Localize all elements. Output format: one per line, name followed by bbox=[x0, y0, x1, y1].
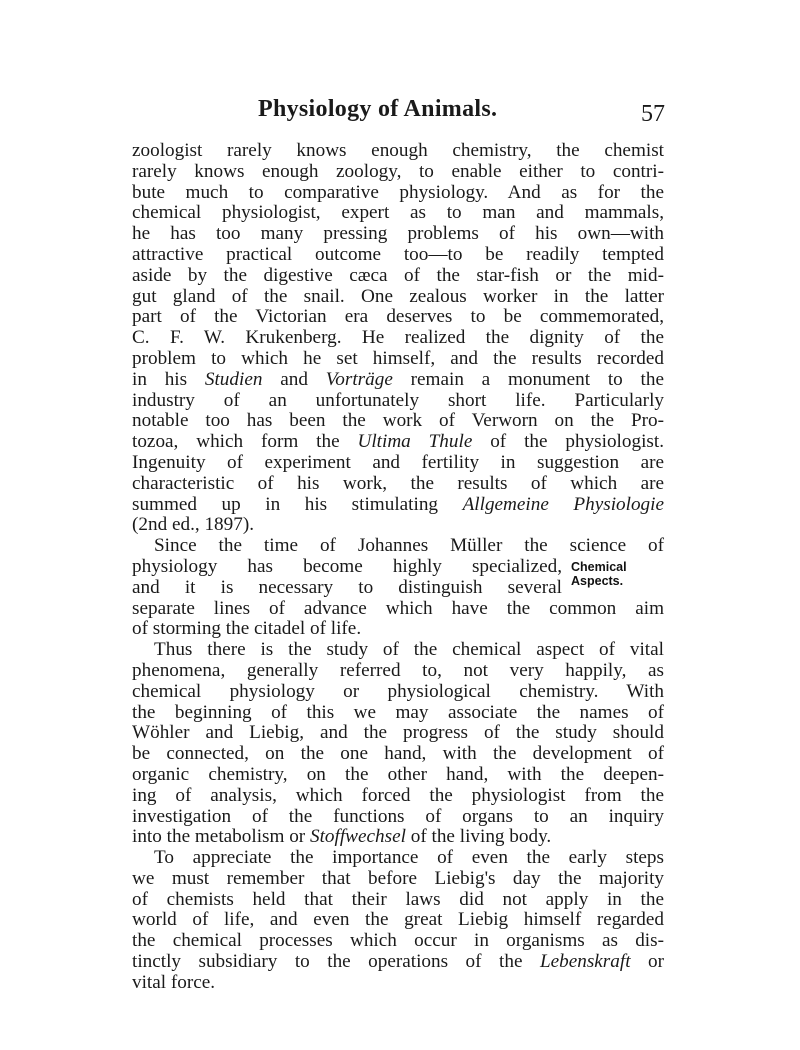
text-segment: summed up in his stimulating bbox=[132, 493, 463, 515]
text-line bbox=[132, 203, 664, 224]
text-line bbox=[132, 703, 664, 724]
text-segment: chemical physiology or physiological chemistry. With bbox=[132, 680, 664, 702]
text-segment: ing of analysis, which forced the physiologist from the bbox=[132, 784, 664, 806]
text-line bbox=[132, 599, 664, 620]
text-line bbox=[132, 910, 664, 931]
italic-text: Studien bbox=[204, 368, 263, 390]
text-line bbox=[132, 807, 664, 828]
running-head: Physiology of Animals. bbox=[258, 96, 498, 122]
text-segment: Since the time of Johannes Müller the science of bbox=[154, 535, 664, 557]
text-line bbox=[132, 973, 664, 994]
text-line bbox=[132, 557, 562, 578]
text-line bbox=[132, 162, 664, 183]
text-line bbox=[132, 578, 562, 599]
text-segment: into the metabolism or bbox=[132, 826, 310, 848]
text-line bbox=[132, 765, 664, 786]
text-segment: or bbox=[630, 951, 665, 973]
text-segment: world of life, and even the great Liebig himself regarded bbox=[132, 909, 664, 931]
text-segment: be connected, on the one hand, with the development of bbox=[132, 743, 664, 765]
text-segment: of storming the citadel of life. bbox=[132, 618, 362, 640]
text-line bbox=[132, 266, 664, 287]
text-segment: (2nd ed., 1897). bbox=[132, 514, 255, 536]
text-segment: of chemists held that their laws did not apply in the bbox=[132, 888, 664, 910]
text-line bbox=[132, 827, 664, 848]
text-segment: Thus there is the study of the chemical aspect of vital bbox=[154, 639, 664, 661]
text-segment: of the physiologist. bbox=[472, 431, 664, 453]
text-line bbox=[132, 536, 664, 557]
text-line bbox=[132, 515, 664, 536]
text-segment: bute much to comparative physiology. And as for the bbox=[132, 181, 664, 203]
text-line bbox=[132, 453, 664, 474]
text-line bbox=[132, 328, 664, 349]
text-line bbox=[132, 619, 664, 640]
text-line bbox=[132, 245, 664, 266]
text-line bbox=[132, 287, 664, 308]
text-segment: Ingenuity of experiment and fertility in suggestion are bbox=[132, 451, 664, 473]
text-segment: attractive practical outcome too—to be readily tempted bbox=[132, 243, 664, 265]
text-segment: tozoa, which form the bbox=[132, 431, 358, 453]
text-segment: characteristic of his work, the results of which are bbox=[132, 472, 664, 494]
text-line bbox=[132, 869, 664, 890]
text-line bbox=[132, 744, 664, 765]
text-segment: physiology has become highly specialized, bbox=[132, 555, 562, 577]
text-line bbox=[132, 224, 664, 245]
italic-text: Allgemeine Physiologie bbox=[462, 493, 664, 515]
text-segment: separate lines of advance which have the common aim bbox=[132, 597, 664, 619]
text-line bbox=[132, 952, 664, 973]
text-line bbox=[132, 495, 664, 516]
text-line bbox=[132, 474, 664, 495]
text-segment: organic chemistry, on the other hand, with the deepen- bbox=[132, 763, 664, 785]
text-segment: we must remember that before Liebig's day the majority bbox=[132, 867, 664, 889]
text-segment: industry of an unfortunately short life. Particularly bbox=[132, 389, 664, 411]
page-number: 57 bbox=[641, 101, 665, 127]
text-segment: and bbox=[262, 368, 326, 390]
text-segment: part of the Victorian era deserves to be commemorated, bbox=[132, 306, 664, 328]
text-line bbox=[132, 141, 664, 162]
text-line bbox=[132, 391, 664, 412]
text-segment: gut gland of the snail. One zealous worker in the latter bbox=[132, 285, 664, 307]
text-segment: chemical physiologist, expert as to man and mammals, bbox=[132, 202, 664, 224]
text-line bbox=[132, 640, 664, 661]
text-segment: and it is necessary to distinguish several bbox=[132, 576, 562, 598]
text-segment: zoologist rarely knows enough chemistry, the chemist bbox=[132, 140, 664, 161]
text-segment: aside by the digestive cæca of the star-fish or the mid- bbox=[132, 264, 664, 286]
text-segment: he has too many pressing problems of his own—with bbox=[132, 223, 664, 245]
italic-text: Stoffwechsel bbox=[310, 826, 406, 848]
italic-text: Vorträge bbox=[325, 368, 393, 390]
text-line bbox=[132, 183, 664, 204]
text-segment: investigation of the functions of organs to an inquiry bbox=[132, 805, 664, 827]
text-segment: problem to which he set himself, and the results recorded bbox=[132, 347, 664, 369]
marginal-note-line-2: Aspects. bbox=[571, 574, 624, 588]
text-segment: of the living body. bbox=[405, 826, 552, 848]
text-line bbox=[132, 931, 664, 952]
text-segment: phenomena, generally referred to, not very happily, as bbox=[132, 659, 664, 681]
text-segment: the beginning of this we may associate the names of bbox=[132, 701, 664, 723]
text-line bbox=[132, 432, 664, 453]
text-segment: remain a monument to the bbox=[392, 368, 664, 390]
italic-text: Lebenskraft bbox=[539, 951, 631, 973]
text-line bbox=[132, 411, 664, 432]
text-segment: C. F. W. Krukenberg. He realized the dignity of the bbox=[132, 327, 664, 349]
text-segment: To appreciate the importance of even the early steps bbox=[154, 847, 664, 869]
text-segment: in his bbox=[132, 368, 205, 390]
text-line bbox=[132, 370, 664, 391]
text-line bbox=[132, 890, 664, 911]
text-line bbox=[132, 349, 664, 370]
text-segment: notable too has been the work of Verworn on the Pro- bbox=[132, 410, 664, 432]
text-segment: Wöhler and Liebig, and the progress of the study should bbox=[132, 722, 664, 744]
text-line bbox=[132, 682, 664, 703]
text-segment: the chemical processes which occur in organisms as dis- bbox=[132, 930, 664, 952]
text-segment: rarely knows enough zoology, to enable either to contri- bbox=[132, 160, 664, 182]
marginal-note-line-1: Chemical bbox=[571, 560, 627, 574]
italic-text: Ultima Thule bbox=[357, 431, 473, 453]
text-segment: tinctly subsidiary to the operations of the bbox=[132, 951, 540, 973]
text-line bbox=[132, 723, 664, 744]
text-segment: vital force. bbox=[132, 971, 216, 993]
text-line bbox=[132, 307, 664, 328]
text-line bbox=[132, 661, 664, 682]
text-line bbox=[132, 786, 664, 807]
text-line bbox=[132, 848, 664, 869]
